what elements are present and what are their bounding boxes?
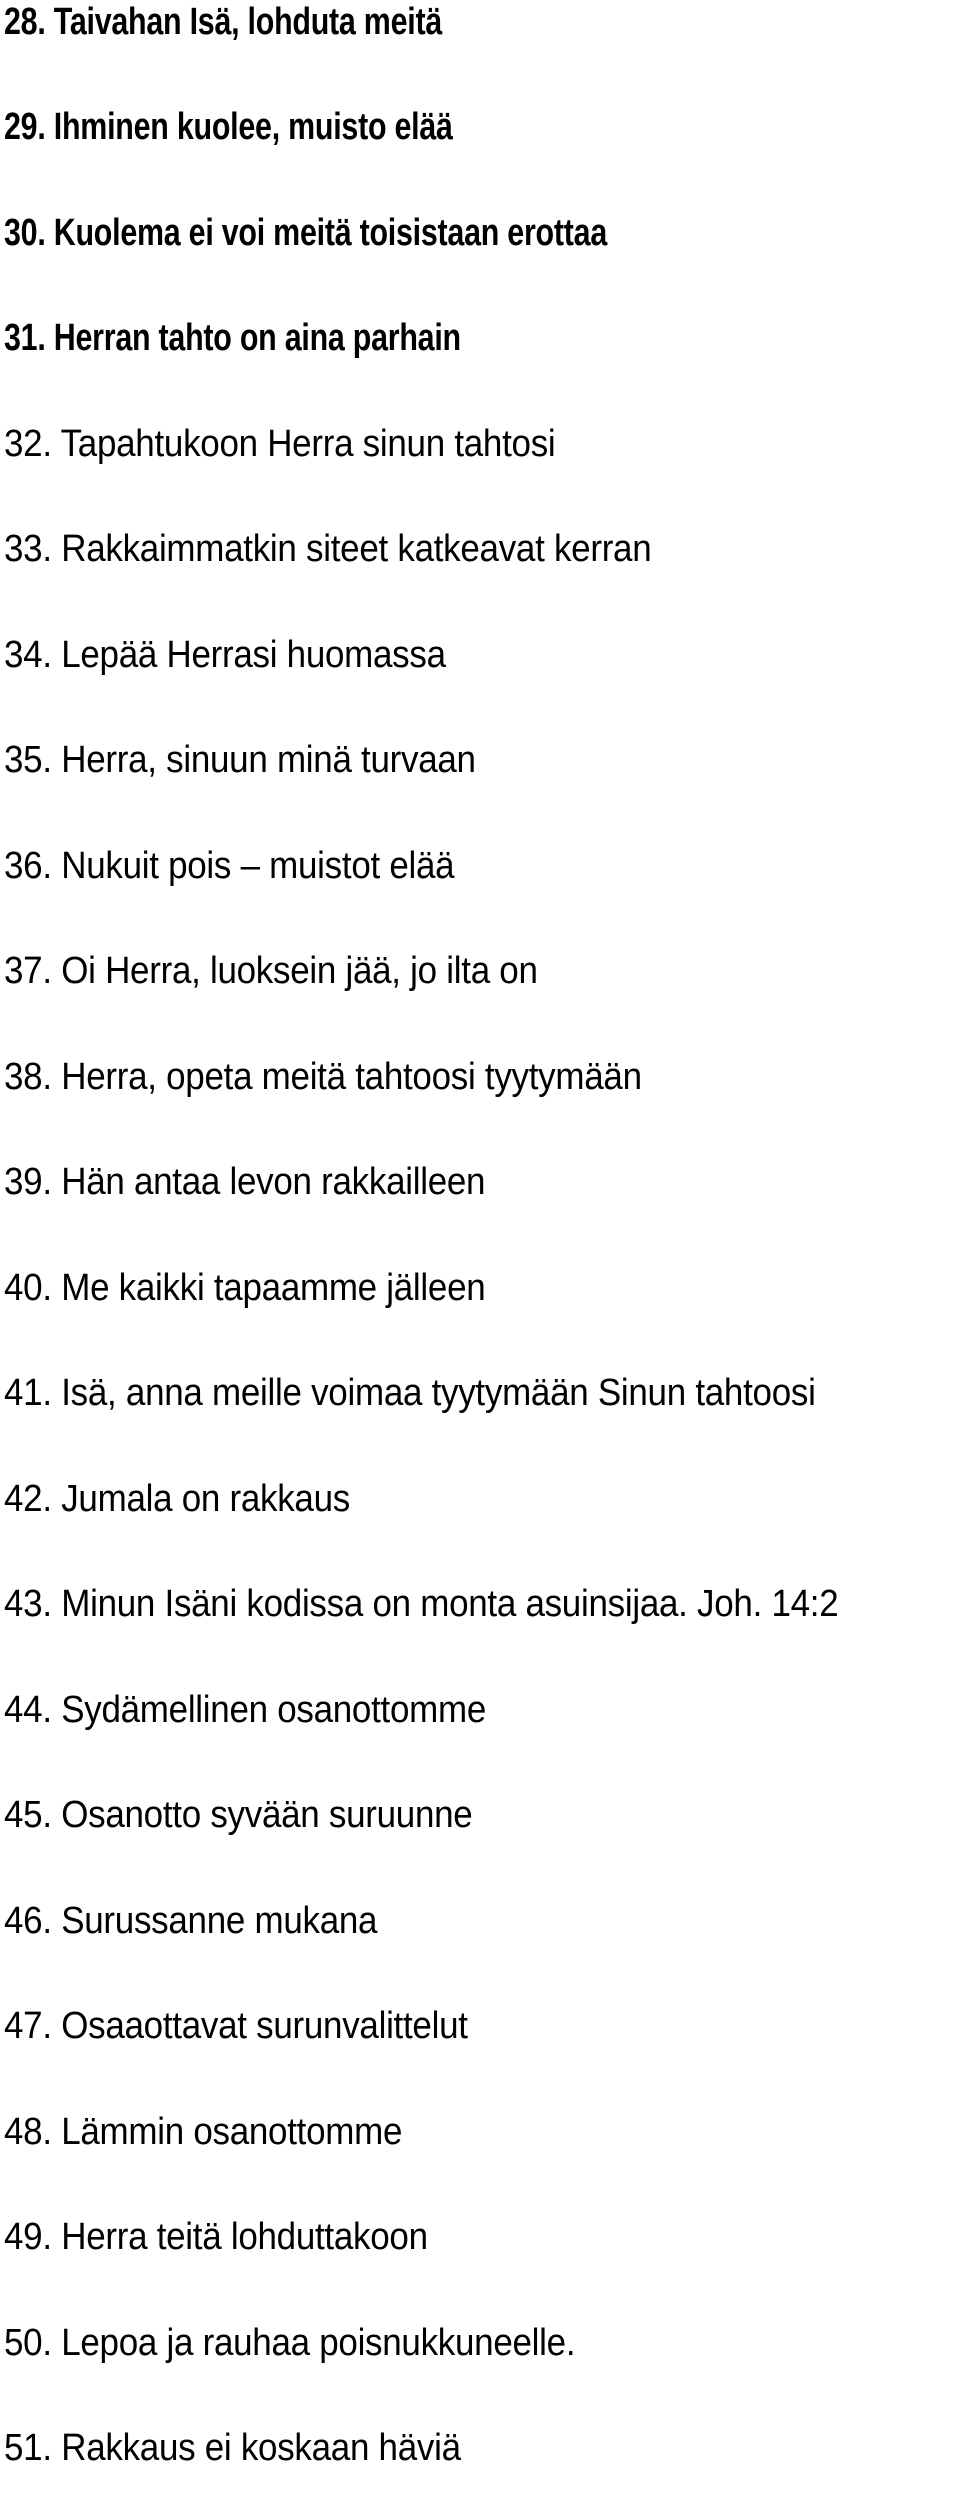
item-text: Rakkaimmatkin siteet katkeavat kerran [61,528,652,570]
item-number: 48. [4,2111,52,2153]
item-number: 51. [4,2427,52,2469]
list-item [4,1262,485,1314]
item-number: 30. [4,212,46,254]
item-text: Herra teitä lohduttakoon [61,2216,428,2258]
item-number: 39. [4,1161,52,1203]
list-item [4,2211,428,2263]
list-item [4,523,651,575]
list-item [4,1578,838,1630]
item-number: 47. [4,2005,52,2047]
list-item [4,1684,486,1736]
item-text: Sydämellinen osanottomme [61,1689,487,1731]
item-text: Lepoa ja rauhaa poisnukkuneelle. [61,2322,576,2364]
list-item [4,1789,472,1841]
item-text: Lämmin osanottomme [61,2111,403,2153]
list-item [4,1895,377,1947]
item-number: 34. [4,634,52,676]
item-number: 42. [4,1478,52,1520]
list-item [4,840,454,892]
item-number: 28. [4,1,46,43]
list-item [4,1367,816,1419]
list-item [4,2317,575,2369]
item-text: Tapahtukoon Herra sinun tahtosi [60,423,556,465]
item-number: 44. [4,1689,52,1731]
list-item [4,0,442,48]
list-item [4,2000,468,2052]
item-number: 43. [4,1583,52,1625]
item-text: Hän antaa levon rakkailleen [61,1161,486,1203]
list-item [4,1473,350,1525]
item-text: Me kaikki tapaamme jälleen [61,1267,486,1309]
item-text: Ihminen kuolee, muisto elää [53,106,453,148]
list-item [4,2422,461,2474]
item-text: Minun Isäni kodissa on monta asuinsijaa. Joh. 14:2 [61,1583,839,1625]
item-number: 31. [4,317,46,359]
item-text: Herra, sinuun minä turvaan [61,739,476,781]
item-text: Oi Herra, luoksein jää, jo ilta on [61,950,538,992]
item-number: 41. [4,1372,52,1414]
list-item [4,945,538,997]
item-text: Kuolema ei voi meitä toisistaan erottaa [53,212,607,254]
item-number: 36. [4,845,52,887]
item-text: Osaaottavat surunvalittelut [61,2005,468,2047]
item-number: 37. [4,950,52,992]
item-text: Herran tahto on aina parhain [53,317,461,359]
list-item [4,1051,642,1103]
item-text: Jumala on rakkaus [61,1478,350,1520]
item-number: 40. [4,1267,52,1309]
item-number: 38. [4,1056,52,1098]
list-item [4,734,476,786]
list-item [4,1156,485,1208]
item-number: 45. [4,1794,52,1836]
item-text: Surussanne mukana [61,1900,378,1942]
list-item [4,629,446,681]
list-item [4,207,607,259]
list-item [4,312,461,364]
item-text: Rakkaus ei koskaan häviä [61,2427,461,2469]
list-item [4,101,453,153]
item-text: Isä, anna meille voimaa tyytymään Sinun tahtoosi [61,1372,816,1414]
item-number: 32. [4,423,52,465]
item-text: Lepää Herrasi huomassa [61,634,446,676]
item-text: Herra, opeta meitä tahtoosi tyytymään [61,1056,642,1098]
item-number: 46. [4,1900,52,1942]
item-number: 50. [4,2322,52,2364]
list-item [4,2106,402,2158]
item-number: 49. [4,2216,52,2258]
item-text: Taivahan Isä, lohduta meitä [53,1,443,43]
item-text: Osanotto syvään suruunne [61,1794,473,1836]
list-item [4,418,555,470]
item-number: 29. [4,106,46,148]
item-text: Nukuit pois – muistot elää [61,845,455,887]
item-number: 35. [4,739,52,781]
item-number: 33. [4,528,52,570]
